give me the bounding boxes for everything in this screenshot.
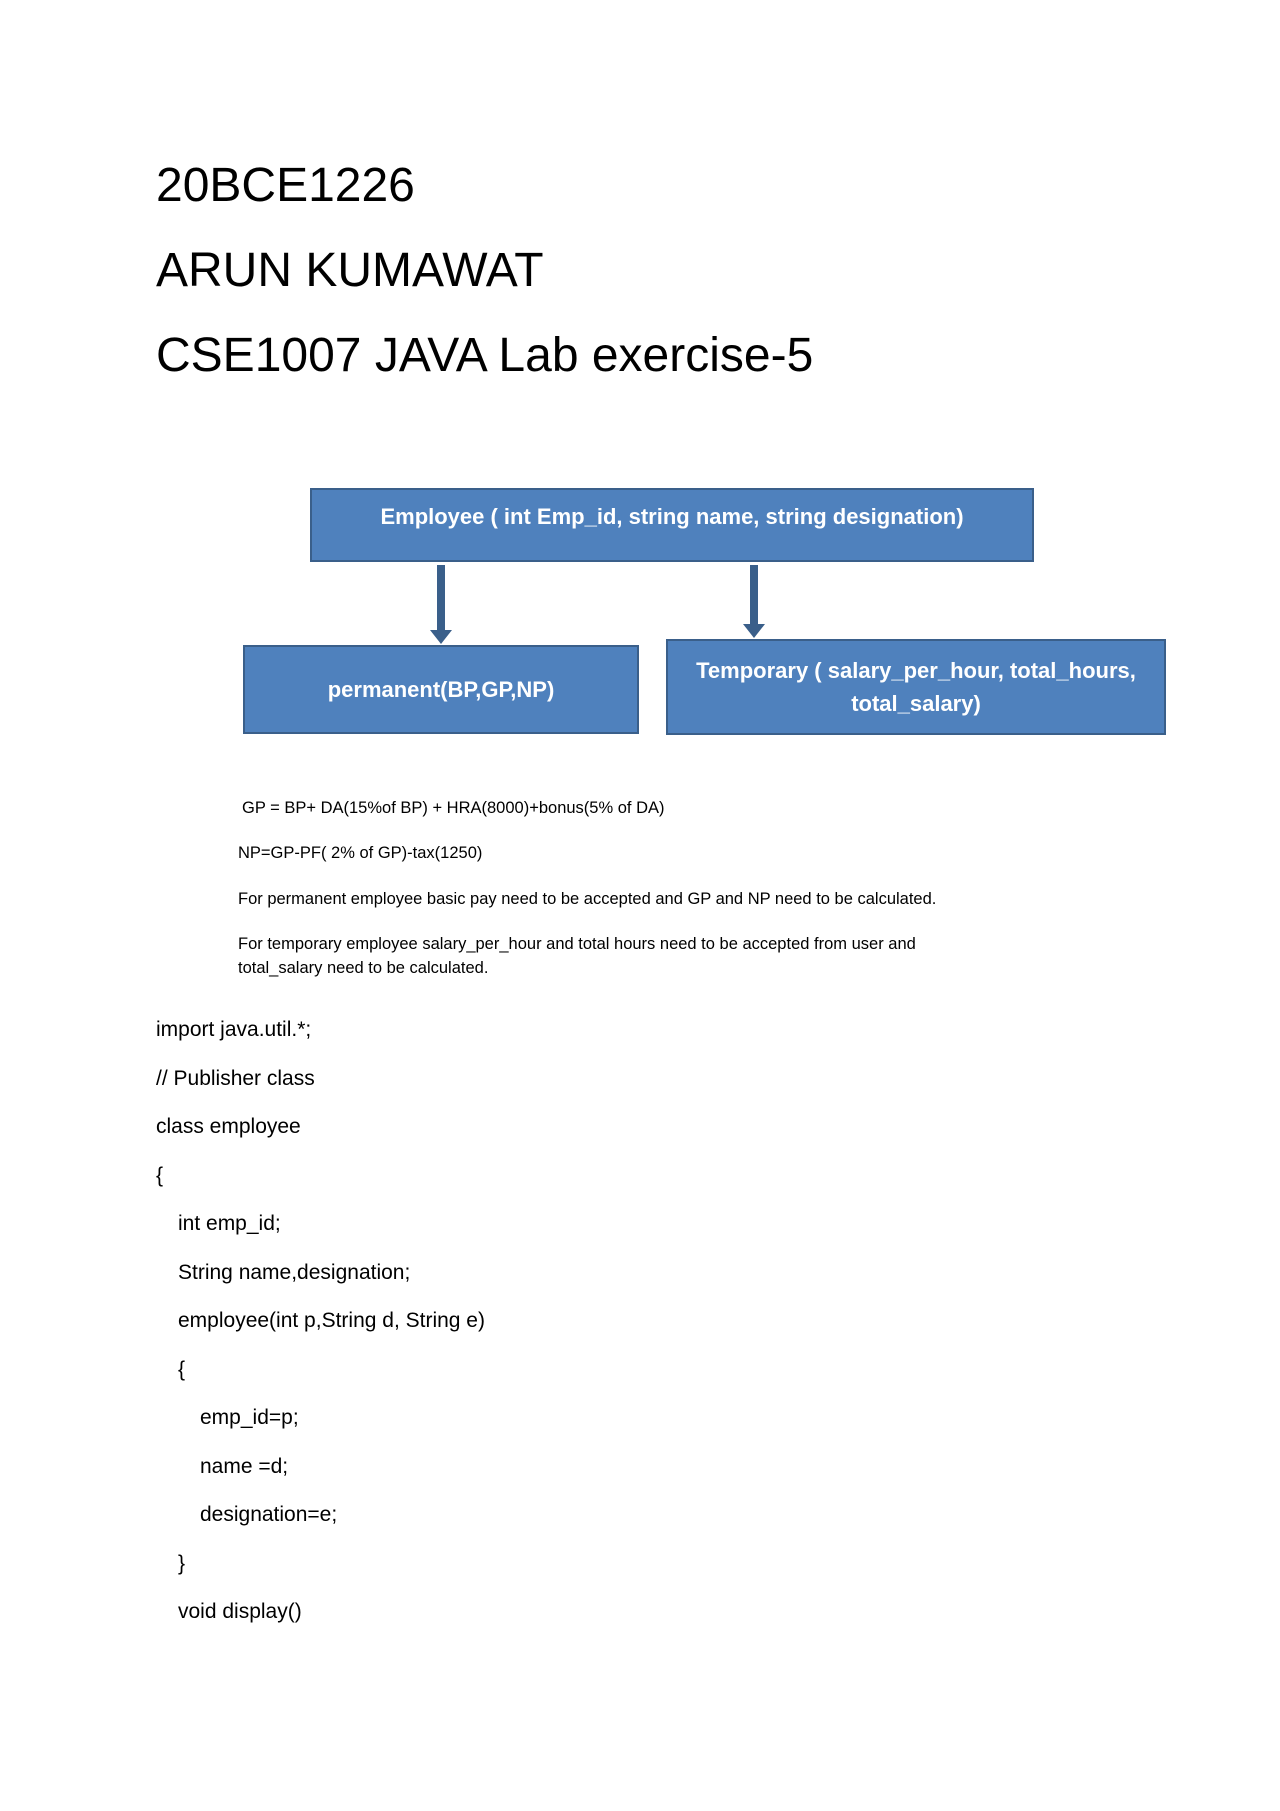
- temporary-class-box: [666, 639, 1166, 735]
- code-line: void display(): [178, 1600, 302, 1623]
- employee-class-label: Employee ( int Emp_id, string name, string designation): [380, 504, 964, 529]
- code-line: // Publisher class: [156, 1066, 315, 1090]
- np-formula: NP=GP-PF( 2% of GP)-tax(1250): [238, 844, 483, 862]
- code-line: }: [178, 1551, 186, 1575]
- code-line: class employee: [156, 1115, 301, 1138]
- gp-formula: GP = BP+ DA(15%of BP) + HRA(8000)+bonus(5% of DA): [242, 799, 665, 817]
- arrow-shaft-right: [750, 565, 758, 625]
- code-line: {: [178, 1357, 186, 1381]
- code-line: employee(int p,String d, String e): [178, 1309, 485, 1332]
- student-name: ARUN KUMAWAT: [156, 244, 544, 297]
- code-line: designation=e;: [200, 1503, 338, 1526]
- arrow-shaft-left: [437, 565, 445, 631]
- code-line: int emp_id;: [178, 1212, 281, 1235]
- arrow-head-left: [430, 630, 452, 644]
- code-line: import java.util.*;: [156, 1018, 312, 1041]
- code-line: emp_id=p;: [200, 1406, 299, 1429]
- temporary-class-label-line2: total_salary): [851, 691, 981, 716]
- student-id: 20BCE1226: [156, 159, 415, 212]
- temporary-requirement-line1: For temporary employee salary_per_hour and total hours need to be accepted from user and: [238, 935, 916, 953]
- permanent-class-label: permanent(BP,GP,NP): [327, 676, 555, 702]
- arrow-head-right: [743, 624, 765, 638]
- permanent-class-box: [243, 645, 639, 734]
- code-line: name =d;: [200, 1454, 289, 1478]
- temporary-requirement-line2: total_salary need to be calculated.: [238, 959, 489, 977]
- code-line: String name,designation;: [178, 1260, 411, 1284]
- temporary-class-label-line1: Temporary ( salary_per_hour, total_hours,: [696, 658, 1136, 683]
- permanent-requirement: For permanent employee basic pay need to be accepted and GP and NP need to be calculated.: [238, 890, 937, 908]
- document-title: CSE1007 JAVA Lab exercise-5: [156, 329, 814, 382]
- code-line: {: [156, 1163, 164, 1187]
